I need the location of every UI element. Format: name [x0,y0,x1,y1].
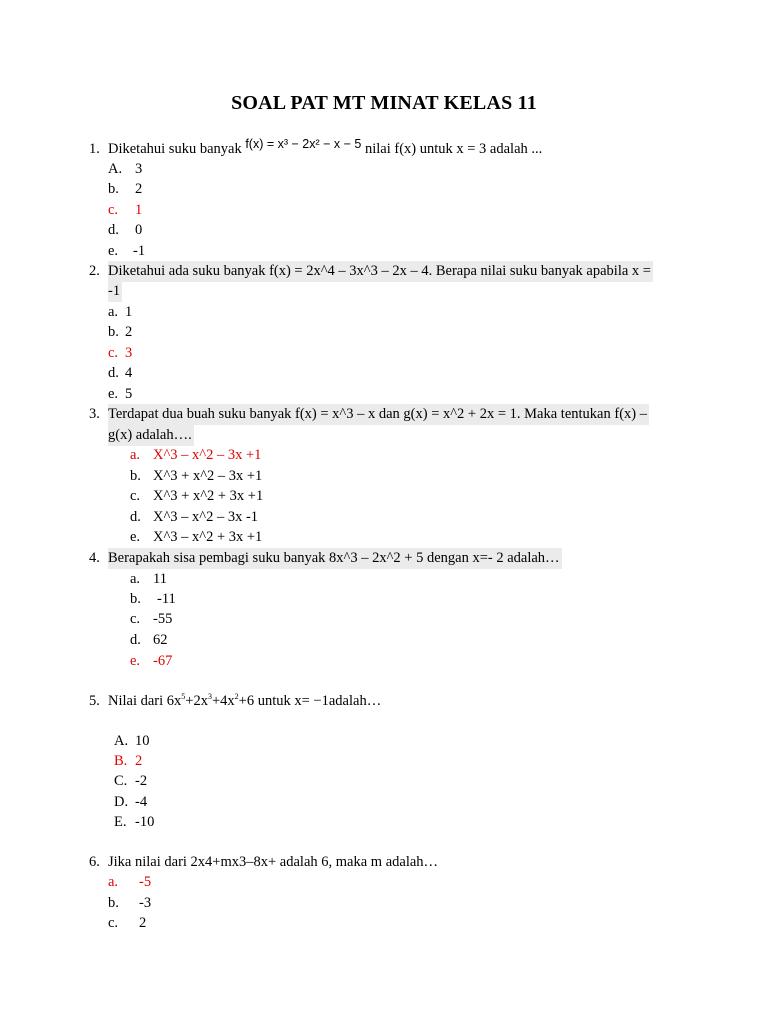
question-text: Nilai dari $6x^5+2x^3+4x^2+6$ untuk x= −1adalah… [108,692,382,709]
formula: f(x) = x³ − 2x² − x − 5 [245,137,362,151]
question-number: 2. [89,263,100,279]
question-text-continued: -1 [108,281,122,302]
question-text: Jika nilai dari 2x4+mx3–8x+ adalah 6, maka m adalah… [108,854,439,870]
question-text: Terdapat dua buah suku banyak f(x) = x^3 – x dan g(x) = x^2 + 2x = 1. Maka tentukan f(x) – [108,404,649,425]
question-number: 1. [89,141,100,157]
page-title: SOAL PAT MT MINAT KELAS 11 [231,92,537,114]
question-text: Diketahui ada suku banyak f(x) = 2x^4 – 3x^3 – 2x – 4. Berapa nilai suku banyak apabila x = [108,261,653,282]
question-text-continued: g(x) adalah…. [108,425,194,446]
question-text: Diketahui suku banyak f(x) = x³ − 2x² − x − 5 nilai f(x) untuk x = 3 adalah ... [108,137,543,157]
question-number: 4. [89,550,100,566]
question-number: 5. [89,693,100,709]
document-page: SOAL PAT MT MINAT KELAS 11 1. Diketahui suku banyak f(x) = x³ − 2x² − x − 5 nilai f(x) untuk x = 3 adalah ... A. 3 b. 2 c. 1 d. 0 e. -1 2. Diketahui ada suku banyak f(x) = 2x^4 – 3x^3 – 2x – 4. Berapa nilai suku banyak apabila x = -1 a. 1 b. 2 c. 3 d. 4 e. 5 3. Terdapat dua buah suku banyak f(x) = x^3 – x dan g(x) = x^2 + 2x = 1. Maka tentukan f(x) – g(x) adalah…. a. X^3 – x^2 – 3x +1 b. X^3 + x^2 – 3x +1 c. X^3 + x^2 + 3x +1 d. X^3 – x^2 – 3x -1 e. X^3 – x^2 + 3x +1 4. Berapakah sisa pembagi suku banyak 8x^3 – 2x^2 + 5 dengan x=- 2 adalah… a. 11 b. -11 c. -55 d. 62 e. -67 5. Nilai dari $6x^5+2x^3+4x^2+6$ untuk x= −1adalah… A. 10 B. 2 C. -2 D. -4 E. -10 6. Jika nilai dari 2x4+mx3–8x+ adalah 6, maka m adalah… a. -5 b. -3 c. 2 [0,0,768,1024]
question-number: 3. [89,406,100,422]
question-number: 6. [89,854,100,870]
question-text: Berapakah sisa pembagi suku banyak 8x^3 – 2x^2 + 5 dengan x=- 2 adalah… [108,548,562,569]
